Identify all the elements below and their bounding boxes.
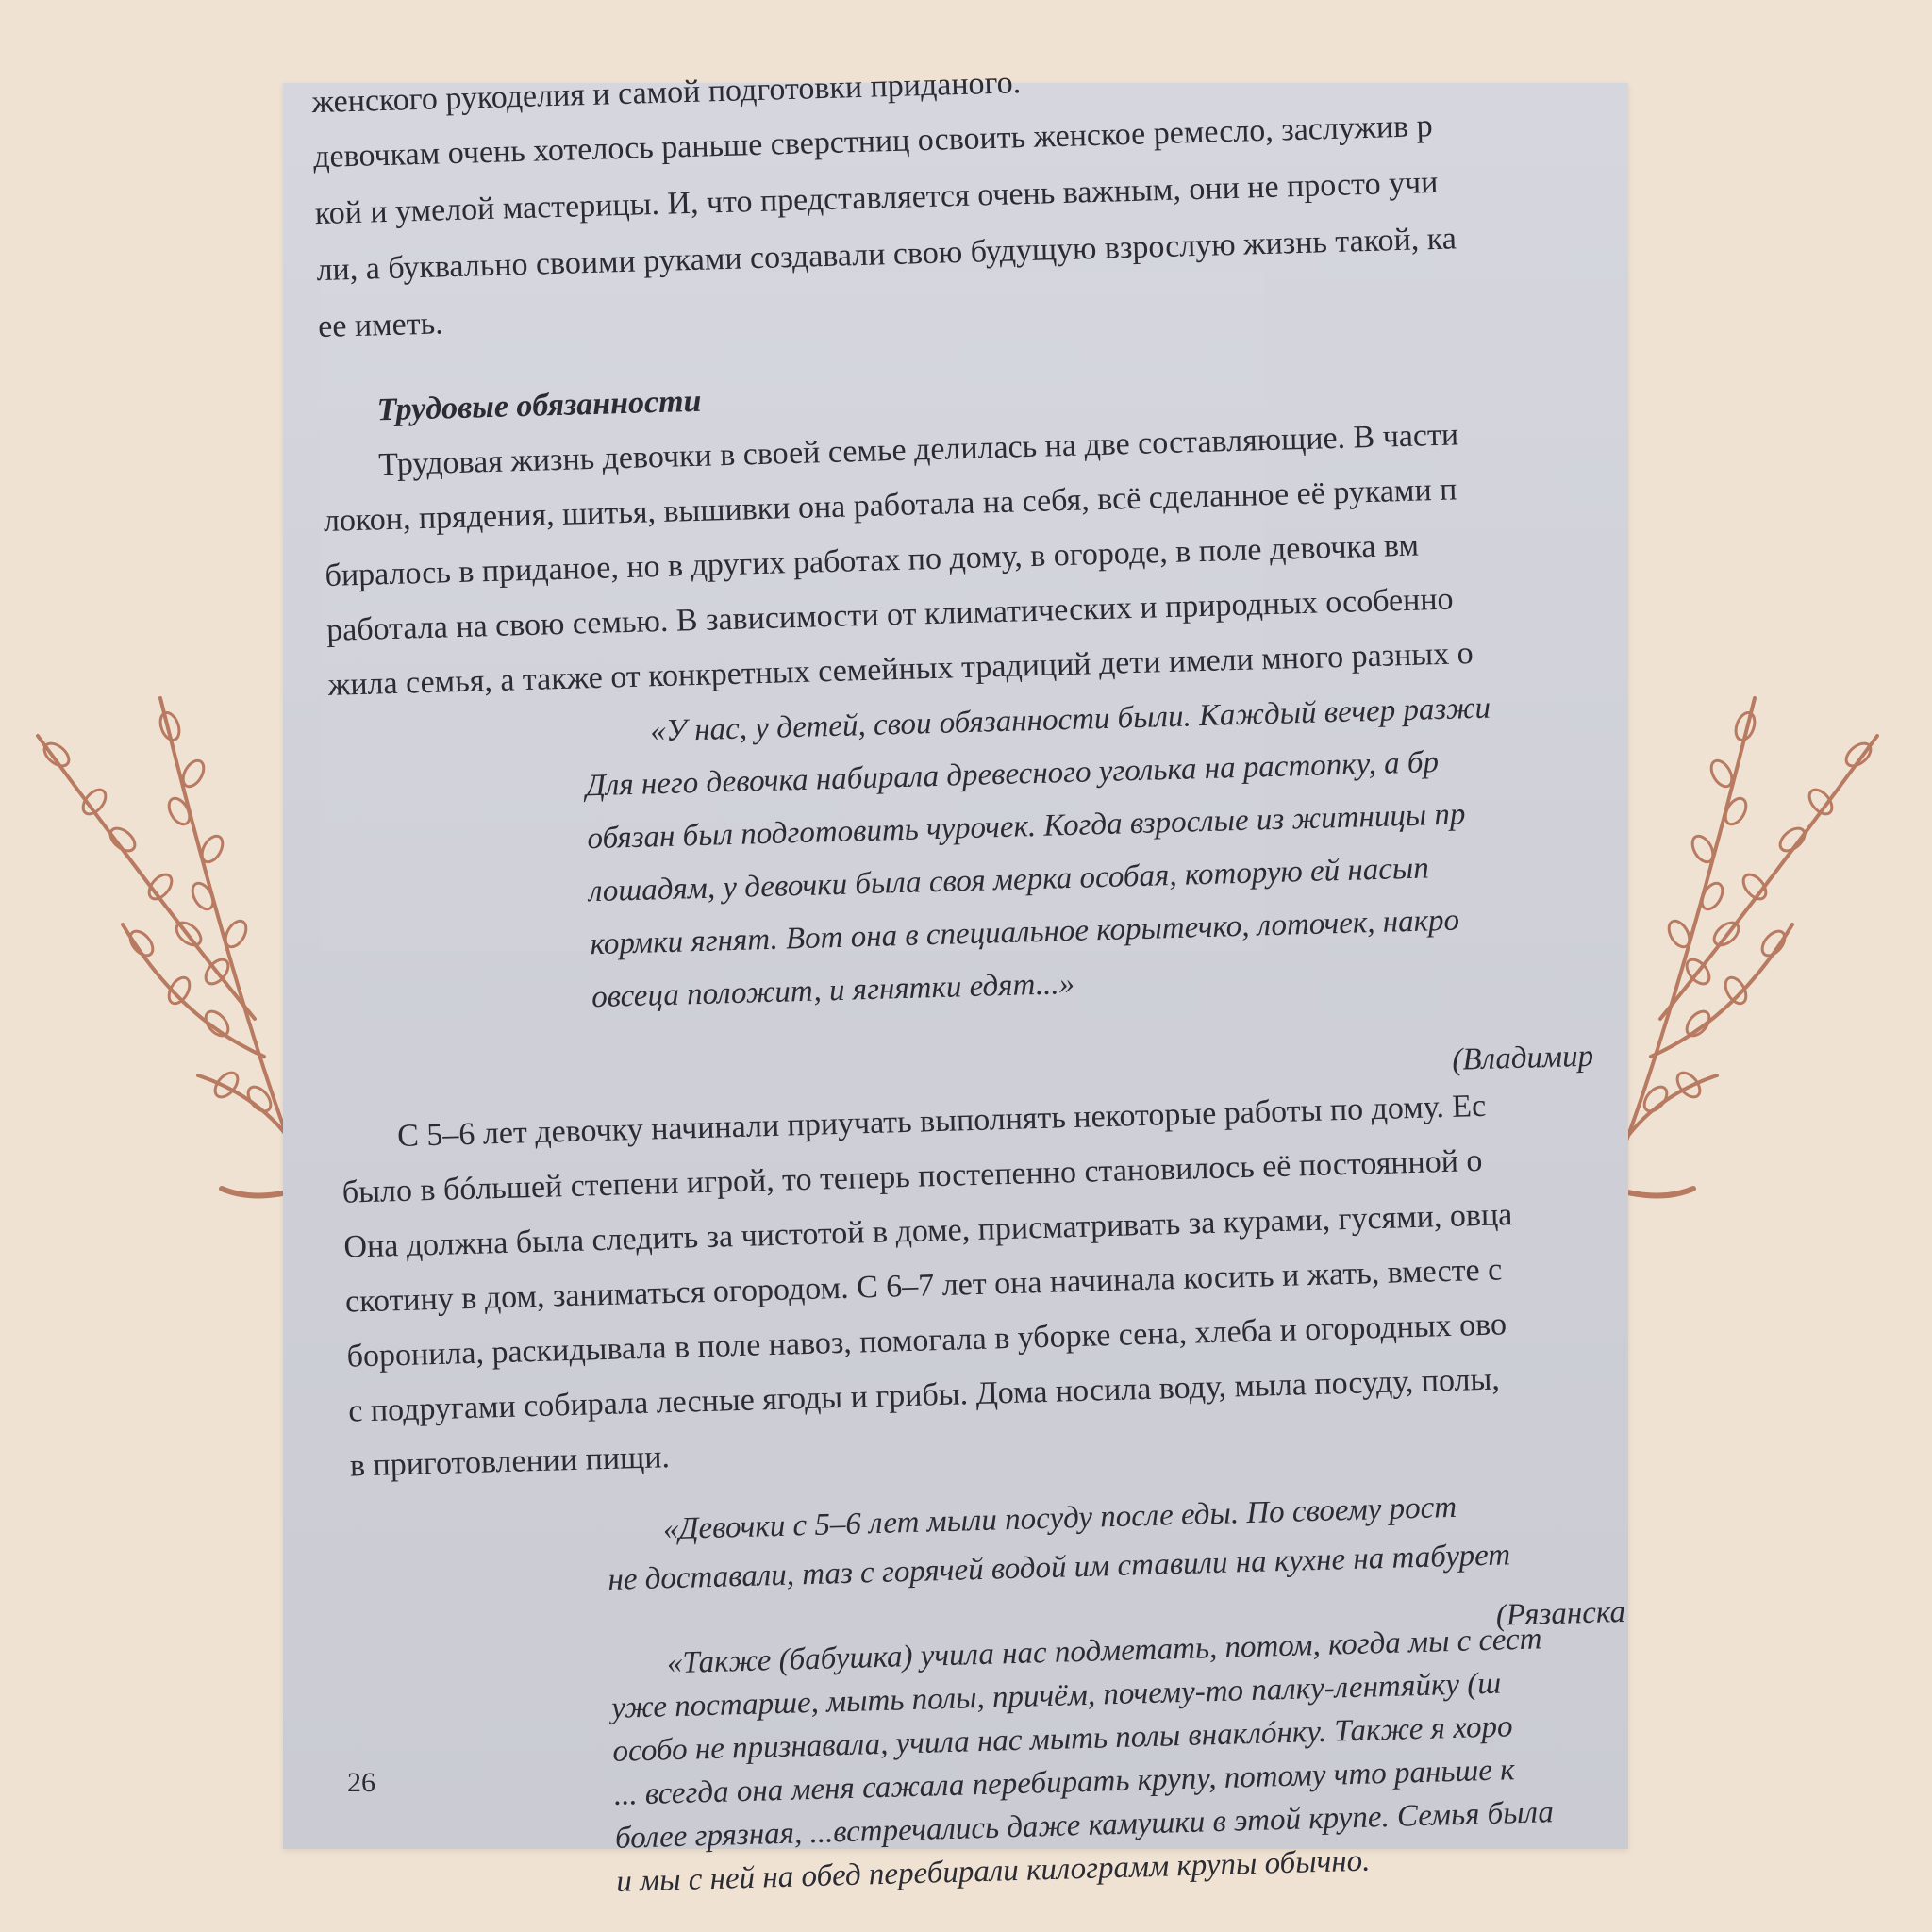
quote-line: Для него девочка набирала древесного уголька на растопку, а бр	[585, 745, 1440, 804]
quote-source: (Владимир	[1451, 1039, 1594, 1077]
book-page	[283, 65, 1628, 1899]
intro-line: ее иметь.	[317, 306, 444, 345]
quote-line: «Девочки с 5–6 лет мыли посуду после еды. По своему рост	[662, 1490, 1457, 1547]
paragraph-line: в приготовлении пищи.	[349, 1440, 671, 1484]
paragraph-line: с подругами собирала лесные ягоды и грибы. Дома носила воду, мыла посуду, полы,	[347, 1361, 1501, 1429]
paragraph-line: биралось в приданое, но в других работах по дому, в огороде, в поле девочка вм	[325, 527, 1420, 593]
quote-line: и мы с ней на обед перебирали килограмм крупы обычно.	[615, 1843, 1371, 1899]
intro-line: женского рукоделия и самой подготовки приданого.	[311, 65, 1022, 121]
intro-line: кой и умелой мастерицы. И, что представляется очень важным, они не просто учи	[314, 164, 1439, 232]
paragraph-line: работала на свою семью. В зависимости от климатических и природных особенно	[325, 581, 1454, 648]
paragraph-line: жила семья, а также от конкретных семейных традиций дети имели много разных о	[327, 636, 1474, 703]
quote-line: не доставали, таз с горячей водой им ставили на кухне на табурет	[607, 1538, 1511, 1597]
section-heading: Трудовые обязанности	[376, 383, 702, 428]
quote-line: ... всегда она меня сажала перебирать крупу, потому что раньше к	[613, 1753, 1516, 1812]
quote-line: лошадям, у девочки была своя мерка особая, которую ей насып	[588, 851, 1430, 909]
paragraph-line: Трудовая жизнь девочки в своей семье делилась на две составляющие. В части	[377, 417, 1459, 483]
quote-source: (Рязанска	[1495, 1594, 1626, 1633]
page-number: 26	[347, 1767, 375, 1798]
quote-line: «У нас, у детей, свои обязанности были. Каждый вечер разжи	[649, 691, 1491, 749]
quote-line: уже постарше, мыть полы, причём, почему-то палку-лентяйку (ш	[610, 1666, 1502, 1725]
quote-line: особо не признавала, учила нас мыть полы внаклóнку. Также я хоро	[612, 1709, 1513, 1769]
quote-line: овсеца положит, и ягнятки едят...»	[591, 966, 1075, 1015]
paragraph-line: локон, прядения, шитья, вышивки она работала на себя, всё сделанное её руками п	[323, 472, 1457, 539]
paragraph-line: Она должна была следить за чистотой в доме, присматривать за курами, гусями, овца	[342, 1197, 1513, 1265]
quote-line: обязан был подготовить чурочек. Когда взрослые из житницы пр	[586, 797, 1466, 857]
quote-line: кормки ягнят. Вот она в специальное корытечко, лоточек, накро	[590, 903, 1460, 962]
quote-line: более грязная, ...встречались даже камушки в этой крупе. Семья была	[614, 1795, 1555, 1856]
willow-branch-left-decoration	[28, 660, 311, 1189]
paragraph-line: боронила, раскидывала в поле навоз, помогала в уборке сена, хлеба и огородных ово	[346, 1307, 1507, 1374]
intro-line: ли, а буквально своими руками создавали свою будущую взрослую жизнь такой, ка	[316, 221, 1457, 289]
paragraph-line: С 5–6 лет девочку начинали приучать выполнять некоторые работы по дому. Ес	[396, 1088, 1487, 1155]
intro-line: девочкам очень хотелось раньше сверстниц освоить женское ремесло, заслужив р	[312, 108, 1434, 175]
quote-line: «Также (бабушка) учила нас подметать, потом, когда мы с сест	[666, 1622, 1542, 1681]
paragraph-line: было в бóльшей степени игрой, то теперь постепенно становилось её постоянной о	[341, 1142, 1483, 1210]
paragraph-line: скотину в дом, заниматься огородом. С 6–7 лет она начинала косить и жать, вместе с	[344, 1252, 1503, 1320]
page-text	[283, 45, 1677, 1899]
